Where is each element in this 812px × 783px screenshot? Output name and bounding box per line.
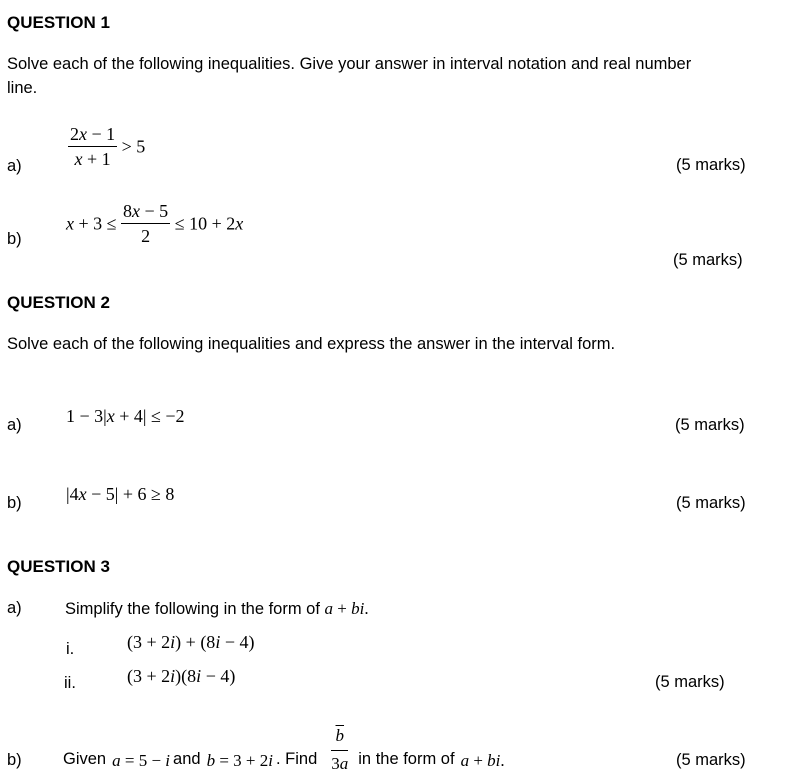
question-1a-label: a) (7, 157, 22, 175)
question-2-instruction: Solve each of the following inequalities and express the answer in the interval form. (7, 335, 616, 353)
question-3a-ii-label: ii. (64, 674, 76, 692)
question-2b-label: b) (7, 494, 22, 512)
question-3a-i-label: i. (66, 640, 75, 658)
question-1b-label: b) (7, 230, 22, 248)
question-3a-i-expression: (3 + 2i) + (8i − 4) (127, 632, 255, 652)
question-1-heading: QUESTION 1 (7, 13, 110, 32)
question-1a-marks: (5 marks) (676, 156, 746, 174)
question-1b-expression: x + 3 ≤ $\frac{8x - 5}{2}$ ≤ 10 + 2x (66, 201, 244, 246)
question-2b-marks: (5 marks) (676, 494, 746, 512)
question-1a-expression: $\frac{2x - 1}{x + 1}$ > 5 (70, 124, 146, 169)
question-3b-text: Given a = 5 − i and b = 3 + 2i . Find $\overline{b}$ 3a in the form of a + bi. (63, 726, 505, 773)
question-1-instruction-line2: line. (7, 79, 38, 97)
question-2a-marks: (5 marks) (675, 416, 745, 434)
question-3b-marks: (5 marks) (676, 751, 746, 769)
question-3b-label: b) (7, 751, 22, 769)
question-2a-label: a) (7, 416, 22, 434)
question-1b-marks: (5 marks) (673, 251, 743, 269)
question-2b-expression: |4x − 5| + 6 ≥ 8 (66, 484, 175, 504)
question-3a-text: Simplify the following in the form of a + bi. (65, 599, 369, 618)
question-2-heading: QUESTION 2 (7, 293, 110, 312)
question-3a-marks: (5 marks) (655, 673, 725, 691)
question-1-instruction-line1: Solve each of the following inequalities. Give your answer in interval notation and real number (7, 55, 692, 73)
b-over-3a-fraction: $\overline{b}$ 3a (331, 726, 349, 773)
question-3a-label: a) (7, 599, 22, 617)
question-3a-ii-expression: (3 + 2i)(8i − 4) (127, 666, 236, 686)
question-2a-expression: 1 − 3|x + 4| ≤ −2 (66, 406, 185, 426)
question-3-heading: QUESTION 3 (7, 557, 110, 576)
